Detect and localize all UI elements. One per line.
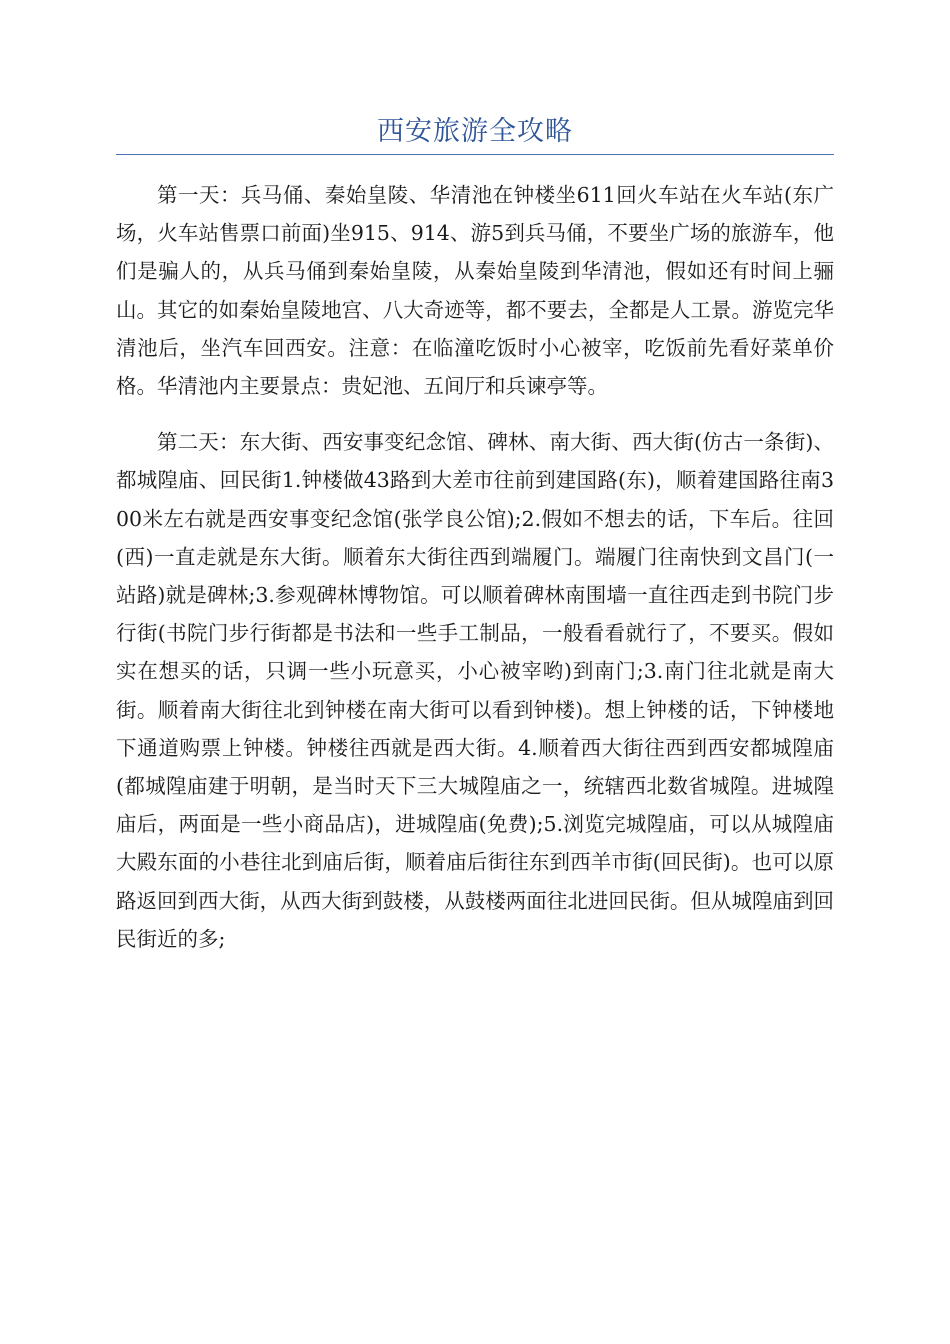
- title-underline: [116, 154, 834, 155]
- document-body: [116, 176, 834, 976]
- paragraph-day-one: 第一天：兵马俑、秦始皇陵、华清池在钟楼坐611回火车站在火车站(东广场，火车站售票口前面)坐915、914、游5到兵马俑，不要坐广场的旅游车，他们是骗人的，从兵马俑到秦始皇陵，从秦始皇陵到华清池，假如还有时间上骊山。其它的如秦始皇陵地宫、八大奇迹等，都不要去，全都是人工景。游览完华清池后，坐汽车回西安。注意：在临潼吃饭时小心被宰，吃饭前先看好菜单价格。华清池内主要景点：贵妃池、五间厅和兵谏亭等。: [116, 183, 834, 399]
- page-title: 西安旅游全攻略: [377, 116, 573, 147]
- paragraph-day-two: 第二天：东大街、西安事变纪念馆、碑林、南大街、西大街(仿古一条街)、都城隍庙、回民街1.钟楼做43路到大差市往前到建国路(东)，顺着建国路往南300米左右就是西安事变纪念馆(张学良公馆);2.假如不想去的话，下车后。往回(西)一直走就是东大街。顺着东大街往西到端履门。端履门往南快到文昌门(一站路)就是碑林;3.参观碑林博物馆。可以顺着碑林南围墙一直往西走到书院门步行街(书院门步行街都是书法和一些手工制品，一般看看就行了，不要买。假如实在想买的话，只调一些小玩意买，小心被宰哟)到南门;3.南门往北就是南大街。顺着南大街往北到钟楼在南大街可以看到钟楼)。想上钟楼的话，下钟楼地下通道购票上钟楼。钟楼往西就是西大街。4.顺着西大街往西到西安都城隍庙(都城隍庙建于明朝，是当时天下三大城隍庙之一，统辖西北数省城隍。进城隍庙后，两面是一些小商品店)，进城隍庙(免费);5.浏览完城隍庙，可以从城隍庙大殿东面的小巷往北到庙后街，顺着庙后街往东到西羊市街(回民街)。也可以原路返回到西大街，从西大街到鼓楼，从鼓楼两面往北进回民街。但从城隍庙到回民街近的多;: [116, 430, 834, 951]
